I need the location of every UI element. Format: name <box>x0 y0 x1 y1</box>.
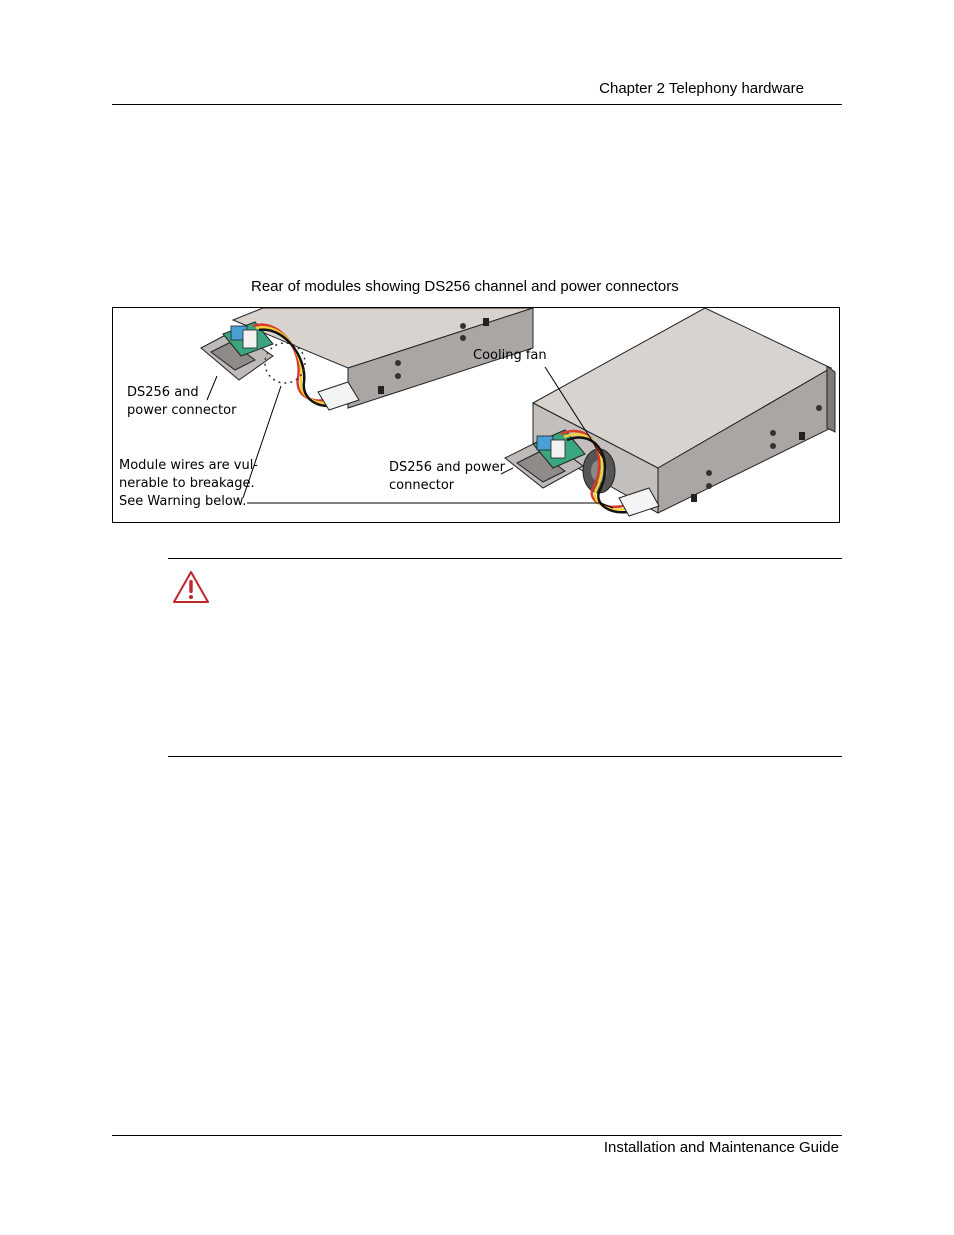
ds256-right-label-line2: connector <box>389 478 455 493</box>
wires-warning-label-line3: See Warning below. <box>119 494 247 509</box>
warning-bottom-rule <box>168 756 842 757</box>
cooling-fan-label: Cooling fan <box>473 348 547 363</box>
wires-warning-label-line1: Module wires are vul- <box>119 458 259 473</box>
ds256-left-label-line1: DS256 and <box>127 385 199 400</box>
ds256-right-label-line1: DS256 and power <box>389 460 505 475</box>
running-header: Chapter 2 Telephony hardware <box>599 80 804 97</box>
warning-triangle-icon <box>172 570 210 604</box>
running-footer: Installation and Maintenance Guide <box>603 1139 839 1156</box>
module-figure <box>112 307 840 523</box>
footer-rule <box>112 1135 842 1136</box>
figure-caption: Rear of modules showing DS256 channel and power connectors <box>251 278 679 295</box>
header-rule <box>112 104 842 105</box>
ds256-left-label-line2: power connector <box>127 403 237 418</box>
wires-warning-label-line2: nerable to breakage. <box>119 476 255 491</box>
warning-top-rule <box>168 558 842 559</box>
right-module <box>505 308 835 516</box>
